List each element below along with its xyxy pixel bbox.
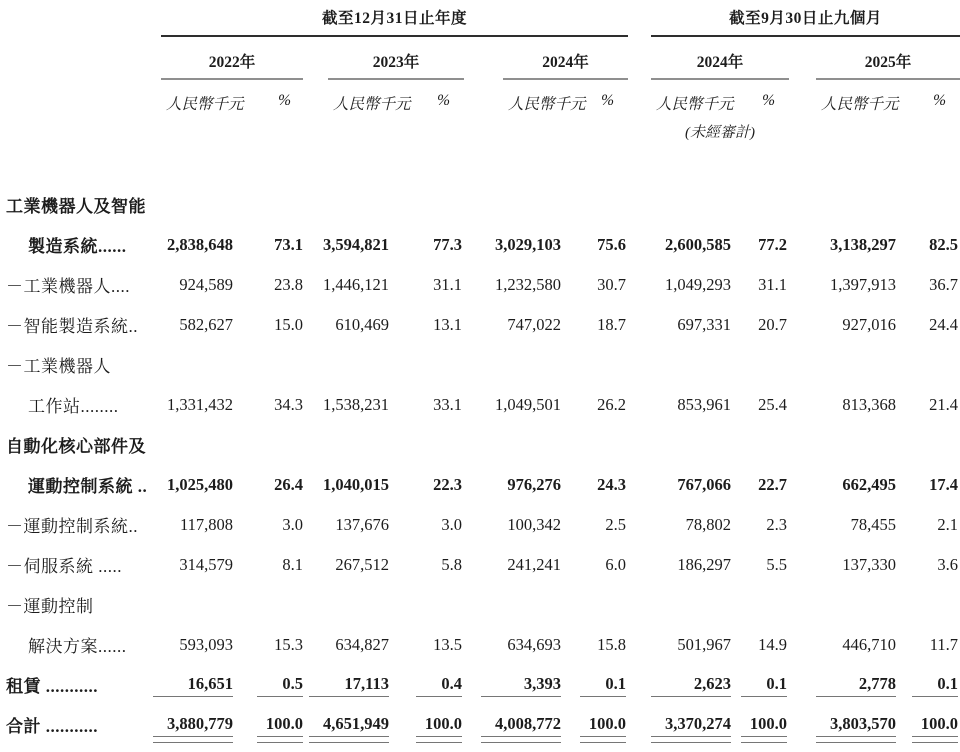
cell-percent xyxy=(897,635,960,664)
cell-number: 100.0 xyxy=(580,714,626,737)
cell-value xyxy=(153,674,237,704)
cell-number: 26.2 xyxy=(597,395,626,414)
column-header-2023: 2023年 xyxy=(328,37,464,80)
cell-number: 3,029,103 xyxy=(495,235,561,254)
percent-header: % xyxy=(278,92,291,109)
cell-percent xyxy=(565,674,628,704)
cell-percent xyxy=(237,395,305,424)
cell-number: 1,446,121 xyxy=(323,275,389,294)
cell-number: 17,113 xyxy=(309,674,389,697)
cell-percent xyxy=(565,635,628,664)
table-row xyxy=(3,624,960,664)
cell-value xyxy=(153,475,237,504)
cell-percent xyxy=(393,315,464,344)
row-label: 工業機器人及智能 xyxy=(6,197,146,216)
cell-value xyxy=(816,315,897,344)
percent-header: % xyxy=(437,92,450,109)
column-header-2022: 2022年 xyxy=(161,37,303,80)
table-row xyxy=(3,184,960,224)
column-header-2024-9m: 2024年 xyxy=(651,37,789,80)
cell-number: 100.0 xyxy=(257,714,303,737)
cell-value xyxy=(153,515,237,544)
cell-number: 15.0 xyxy=(274,315,303,334)
cell-percent xyxy=(565,395,628,424)
cell-percent xyxy=(393,275,464,304)
cell-percent xyxy=(237,674,305,704)
cell-number: 31.1 xyxy=(758,275,787,294)
unaudited-note: (未經審計) xyxy=(685,125,755,141)
cell-number: 11.7 xyxy=(929,635,958,654)
cell-percent xyxy=(897,674,960,704)
cell-percent xyxy=(565,275,628,304)
cell-value xyxy=(464,674,565,704)
table-row xyxy=(3,424,960,464)
cell-value xyxy=(153,275,237,304)
row-label: －智能製造系統.. xyxy=(6,317,138,336)
cell-value xyxy=(651,674,731,704)
cell-percent xyxy=(565,235,628,264)
cell-value xyxy=(305,555,393,584)
cell-number: 582,627 xyxy=(179,315,233,334)
percent-header: % xyxy=(933,92,946,109)
cell-number: 18.7 xyxy=(597,315,626,334)
cell-percent xyxy=(565,714,628,744)
cell-number: 813,368 xyxy=(842,395,896,414)
cell-percent xyxy=(897,395,960,424)
cell-percent xyxy=(725,555,789,584)
cell-percent xyxy=(725,714,789,744)
cell-number: 767,066 xyxy=(677,475,731,494)
cell-percent xyxy=(897,315,960,344)
cell-percent xyxy=(725,275,789,304)
cell-percent xyxy=(725,315,789,344)
cell-percent xyxy=(393,475,464,504)
cell-number: 2.3 xyxy=(766,515,787,534)
cell-number: 1,331,432 xyxy=(167,395,233,414)
cell-percent xyxy=(725,395,789,424)
cell-number: 73.1 xyxy=(274,235,303,254)
cell-number: 446,710 xyxy=(842,635,896,654)
cell-number: 501,967 xyxy=(677,635,731,654)
cell-value xyxy=(305,635,393,664)
cell-number: 33.1 xyxy=(433,395,462,414)
cell-number: 1,049,293 xyxy=(665,275,731,294)
table-row xyxy=(3,544,960,584)
cell-value xyxy=(816,235,897,264)
cell-number: 21.4 xyxy=(929,395,958,414)
cell-number: 3,138,297 xyxy=(830,235,896,254)
cell-number: 24.3 xyxy=(597,475,626,494)
cell-number: 2,778 xyxy=(816,674,896,697)
cell-value xyxy=(153,235,237,264)
cell-value xyxy=(153,395,237,424)
cell-value xyxy=(816,714,897,744)
cell-percent xyxy=(897,235,960,264)
cell-percent xyxy=(237,315,305,344)
percent-header: % xyxy=(762,92,775,109)
cell-number: 0.1 xyxy=(580,674,626,697)
cell-number: 77.3 xyxy=(433,235,462,254)
cell-number: 100.0 xyxy=(741,714,787,737)
cell-value xyxy=(153,315,237,344)
cell-number: 2,623 xyxy=(651,674,731,697)
cell-number: 0.5 xyxy=(257,674,303,697)
cell-value xyxy=(464,315,565,344)
column-header-2025-9m: 2025年 xyxy=(816,37,960,80)
cell-percent xyxy=(393,714,464,744)
cell-number: 1,232,580 xyxy=(495,275,561,294)
row-label: －工業機器人.... xyxy=(6,277,130,296)
cell-value xyxy=(651,555,731,584)
cell-number: 634,827 xyxy=(335,635,389,654)
cell-value xyxy=(153,714,237,744)
cell-percent xyxy=(725,674,789,704)
cell-value xyxy=(305,515,393,544)
cell-percent xyxy=(565,515,628,544)
table-row xyxy=(3,664,960,704)
unit-header: 人民幣千元 xyxy=(508,96,586,113)
cell-number: 78,455 xyxy=(850,515,896,534)
table-row xyxy=(3,224,960,264)
column-header-2024: 2024年 xyxy=(503,37,628,80)
cell-number: 0.1 xyxy=(912,674,958,697)
cell-percent xyxy=(237,635,305,664)
cell-percent xyxy=(237,714,305,744)
period-group-nine-months: 截至9月30日止九個月 xyxy=(651,6,960,37)
cell-value xyxy=(153,635,237,664)
table-row xyxy=(3,504,960,544)
cell-number: 77.2 xyxy=(758,235,787,254)
cell-value xyxy=(464,635,565,664)
cell-number: 34.3 xyxy=(274,395,303,414)
cell-number: 3,594,821 xyxy=(323,235,389,254)
row-label: －運動控制系統.. xyxy=(6,517,138,536)
cell-percent xyxy=(393,555,464,584)
header-units xyxy=(3,80,960,114)
unit-header: 人民幣千元 xyxy=(333,96,411,113)
table-row xyxy=(3,264,960,304)
cell-number: 23.8 xyxy=(274,275,303,294)
cell-percent xyxy=(393,235,464,264)
cell-value xyxy=(464,235,565,264)
cell-number: 241,241 xyxy=(507,555,561,574)
unit-header: 人民幣千元 xyxy=(821,96,899,113)
cell-number: 6.0 xyxy=(605,555,626,574)
cell-percent xyxy=(897,475,960,504)
cell-number: 31.1 xyxy=(433,275,462,294)
cell-number: 5.5 xyxy=(766,555,787,574)
cell-value xyxy=(651,315,731,344)
cell-value xyxy=(464,395,565,424)
cell-number: 117,808 xyxy=(179,515,233,534)
cell-number: 3,370,274 xyxy=(651,714,731,737)
cell-number: 747,022 xyxy=(507,315,561,334)
cell-number: 22.7 xyxy=(758,475,787,494)
cell-number: 3.0 xyxy=(441,515,462,534)
cell-number: 4,008,772 xyxy=(481,714,561,737)
header-note-row xyxy=(3,114,960,142)
cell-number: 976,276 xyxy=(507,475,561,494)
row-label: 合計 ........... xyxy=(6,717,98,736)
cell-percent xyxy=(237,475,305,504)
cell-number: 1,049,501 xyxy=(495,395,561,414)
header-years xyxy=(3,37,960,80)
cell-value xyxy=(651,635,731,664)
cell-value xyxy=(816,515,897,544)
row-label: 運動控制系統 .. xyxy=(28,477,148,496)
cell-value xyxy=(464,714,565,744)
cell-number: 3.6 xyxy=(937,555,958,574)
cell-number: 0.4 xyxy=(416,674,462,697)
cell-value xyxy=(153,555,237,584)
cell-number: 75.6 xyxy=(597,235,626,254)
row-label: 工作站........ xyxy=(28,397,119,416)
cell-value xyxy=(651,475,731,504)
unit-header: 人民幣千元 xyxy=(656,96,734,113)
row-label: －伺服系統 ..... xyxy=(6,557,122,576)
cell-number: 924,589 xyxy=(179,275,233,294)
cell-value xyxy=(651,515,731,544)
cell-number: 13.1 xyxy=(433,315,462,334)
cell-number: 17.4 xyxy=(929,475,958,494)
cell-number: 1,025,480 xyxy=(167,475,233,494)
cell-percent xyxy=(565,555,628,584)
row-label: －運動控制 xyxy=(6,597,94,616)
cell-value xyxy=(305,235,393,264)
cell-number: 3,880,779 xyxy=(153,714,233,737)
table-row xyxy=(3,304,960,344)
row-label: 自動化核心部件及 xyxy=(6,437,146,456)
cell-percent xyxy=(897,555,960,584)
table-body xyxy=(3,184,960,744)
cell-number: 186,297 xyxy=(677,555,731,574)
table-row xyxy=(3,384,960,424)
unit-header: 人民幣千元 xyxy=(166,96,244,113)
cell-number: 30.7 xyxy=(597,275,626,294)
row-label: －工業機器人 xyxy=(6,357,111,376)
table-row xyxy=(3,584,960,624)
cell-number: 314,579 xyxy=(179,555,233,574)
cell-number: 15.8 xyxy=(597,635,626,654)
cell-percent xyxy=(237,275,305,304)
cell-number: 24.4 xyxy=(929,315,958,334)
cell-percent xyxy=(897,714,960,744)
cell-percent xyxy=(565,475,628,504)
cell-number: 78,802 xyxy=(685,515,731,534)
cell-number: 4,651,949 xyxy=(309,714,389,737)
row-label: 租賃 ........... xyxy=(6,677,98,696)
cell-percent xyxy=(393,674,464,704)
cell-number: 36.7 xyxy=(929,275,958,294)
cell-number: 2,838,648 xyxy=(167,235,233,254)
cell-value xyxy=(651,235,731,264)
cell-percent xyxy=(725,515,789,544)
cell-value xyxy=(305,315,393,344)
cell-number: 853,961 xyxy=(677,395,731,414)
cell-value xyxy=(816,674,897,704)
cell-value xyxy=(464,555,565,584)
cell-value xyxy=(305,395,393,424)
cell-number: 3,393 xyxy=(481,674,561,697)
cell-value xyxy=(464,515,565,544)
cell-percent xyxy=(393,395,464,424)
table-row xyxy=(3,344,960,384)
cell-number: 100.0 xyxy=(912,714,958,737)
cell-number: 22.3 xyxy=(433,475,462,494)
cell-number: 2.1 xyxy=(937,515,958,534)
cell-value xyxy=(305,714,393,744)
cell-number: 593,093 xyxy=(179,635,233,654)
percent-header: % xyxy=(601,92,614,109)
cell-number: 610,469 xyxy=(335,315,389,334)
row-label: 解決方案...... xyxy=(28,637,127,656)
cell-number: 137,676 xyxy=(335,515,389,534)
cell-number: 697,331 xyxy=(677,315,731,334)
cell-number: 15.3 xyxy=(274,635,303,654)
cell-value xyxy=(464,475,565,504)
cell-number: 1,040,015 xyxy=(323,475,389,494)
cell-value xyxy=(651,714,731,744)
cell-value xyxy=(305,475,393,504)
cell-number: 3.0 xyxy=(282,515,303,534)
cell-number: 662,495 xyxy=(842,475,896,494)
cell-number: 267,512 xyxy=(335,555,389,574)
cell-number: 20.7 xyxy=(758,315,787,334)
cell-percent xyxy=(897,275,960,304)
cell-number: 25.4 xyxy=(758,395,787,414)
cell-percent xyxy=(237,515,305,544)
cell-number: 137,330 xyxy=(842,555,896,574)
cell-value xyxy=(816,275,897,304)
period-group-annual: 截至12月31日止年度 xyxy=(161,6,628,37)
cell-percent xyxy=(565,315,628,344)
cell-value xyxy=(816,475,897,504)
cell-percent xyxy=(237,555,305,584)
cell-value xyxy=(816,555,897,584)
cell-number: 927,016 xyxy=(842,315,896,334)
cell-number: 26.4 xyxy=(274,475,303,494)
header-body-gap xyxy=(3,142,960,184)
cell-percent xyxy=(237,235,305,264)
cell-percent xyxy=(725,475,789,504)
cell-value xyxy=(816,395,897,424)
cell-value xyxy=(816,635,897,664)
cell-number: 82.5 xyxy=(929,235,958,254)
cell-percent xyxy=(393,635,464,664)
cell-number: 8.1 xyxy=(282,555,303,574)
cell-number: 1,397,913 xyxy=(830,275,896,294)
cell-number: 3,803,570 xyxy=(816,714,896,737)
cell-number: 5.8 xyxy=(441,555,462,574)
cell-number: 0.1 xyxy=(741,674,787,697)
cell-number: 2,600,585 xyxy=(665,235,731,254)
cell-number: 16,651 xyxy=(153,674,233,697)
cell-percent xyxy=(725,235,789,264)
cell-number: 100.0 xyxy=(416,714,462,737)
cell-value xyxy=(305,674,393,704)
cell-percent xyxy=(897,515,960,544)
cell-percent xyxy=(725,635,789,664)
cell-percent xyxy=(393,515,464,544)
header-period-groups xyxy=(3,6,960,37)
cell-value xyxy=(464,275,565,304)
cell-value xyxy=(305,275,393,304)
cell-value xyxy=(651,395,731,424)
cell-number: 634,693 xyxy=(507,635,561,654)
cell-number: 13.5 xyxy=(433,635,462,654)
cell-number: 2.5 xyxy=(605,515,626,534)
cell-number: 100,342 xyxy=(507,515,561,534)
cell-number: 1,538,231 xyxy=(323,395,389,414)
cell-number: 14.9 xyxy=(758,635,787,654)
cell-value xyxy=(651,275,731,304)
table-row xyxy=(3,704,960,744)
row-label: 製造系統...... xyxy=(28,237,127,256)
table-row xyxy=(3,464,960,504)
